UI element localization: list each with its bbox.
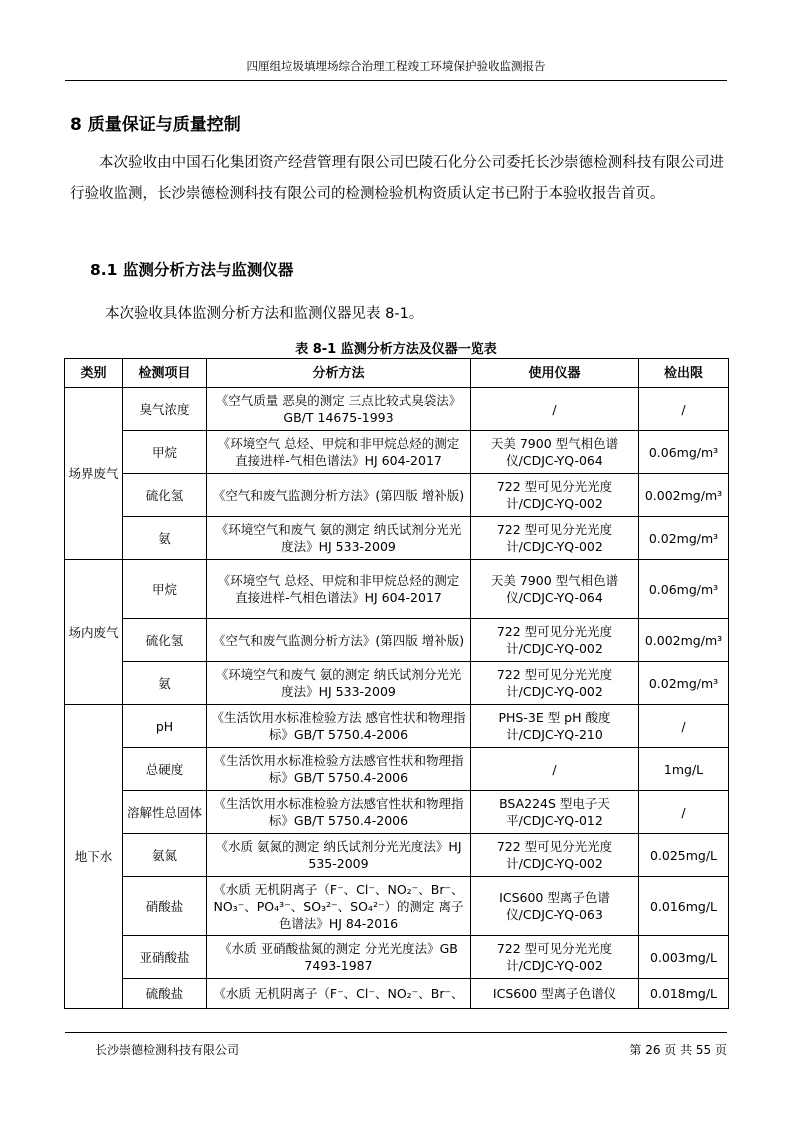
limit-cell: 0.002mg/m³ (639, 474, 729, 517)
instrument-cell: 722 型可见分光光度计/CDJC-YQ-002 (471, 474, 639, 517)
header-instrument: 使用仪器 (471, 359, 639, 388)
table-caption: 表 8-1 监测分析方法及仪器一览表 (295, 342, 497, 357)
header-method: 分析方法 (207, 359, 471, 388)
method-cell: 《水质 无机阴离子（F⁻、Cl⁻、NO₂⁻、Br⁻、NO₃⁻、PO₄³⁻、SO₃²⁻、SO₄²⁻）的测定 离子色谱法》HJ 84-2016 (207, 877, 471, 936)
method-cell: 《空气质量 恶臭的测定 三点比较式臭袋法》GB/T 14675-1993 (207, 388, 471, 431)
footer-page-number: 第 26 页 共 55 页 (629, 1043, 727, 1057)
table-row (65, 936, 729, 979)
limit-cell: / (639, 388, 729, 431)
method-cell: 《环境空气 总烃、甲烷和非甲烷总烃的测定 直接进样-气相色谱法》HJ 604-2017 (207, 431, 471, 474)
item-cell: 氨 (123, 517, 207, 560)
instrument-cell: 天美 7900 型气相色谱仪/CDJC-YQ-064 (471, 431, 639, 474)
method-cell: 《环境空气 总烃、甲烷和非甲烷总烃的测定 直接进样-气相色谱法》HJ 604-2017 (207, 560, 471, 619)
method-cell: 《环境空气和废气 氨的测定 纳氏试剂分光光度法》HJ 533-2009 (207, 662, 471, 705)
page-header-title: 四厘组垃圾填埋场综合治理工程竣工环境保护验收监测报告 (246, 59, 546, 73)
item-cell: 总硬度 (123, 748, 207, 791)
method-cell: 《环境空气和废气 氨的测定 纳氏试剂分光光度法》HJ 533-2009 (207, 517, 471, 560)
table-row (65, 388, 729, 431)
item-cell: 溶解性总固体 (123, 791, 207, 834)
method-cell: 《空气和废气监测分析方法》(第四版 增补版) (207, 619, 471, 662)
limit-cell: 0.016mg/L (639, 877, 729, 936)
instrument-cell: ICS600 型离子色谱仪 (471, 979, 639, 1009)
item-cell: 硫酸盐 (123, 979, 207, 1009)
item-cell: 氨 (123, 662, 207, 705)
item-cell: 臭气浓度 (123, 388, 207, 431)
table-header-row (65, 359, 729, 388)
item-cell: 亚硝酸盐 (123, 936, 207, 979)
category-cell: 地下水 (65, 705, 123, 1009)
limit-cell: / (639, 705, 729, 748)
methods-table (64, 358, 729, 1009)
category-cell: 场内废气 (65, 560, 123, 705)
method-cell: 《生活饮用水标准检验方法感官性状和物理指标》GB/T 5750.4-2006 (207, 748, 471, 791)
instrument-cell: 722 型可见分光光度计/CDJC-YQ-002 (471, 517, 639, 560)
method-cell: 《生活饮用水标准检验方法 感官性状和物理指标》GB/T 5750.4-2006 (207, 705, 471, 748)
table-row (65, 431, 729, 474)
header-item: 检测项目 (123, 359, 207, 388)
limit-cell: 0.018mg/L (639, 979, 729, 1009)
limit-cell: 0.02mg/m³ (639, 517, 729, 560)
section-paragraph: 本次验收由中国石化集团资产经营管理有限公司巴陵石化分公司委托长沙崇德检测科技有限公司进行验收监测，长沙崇德检测科技有限公司的检测检验机构资质认定书已附于本验收报告首页。 (70, 155, 724, 202)
method-cell: 《水质 无机阴离子（F⁻、Cl⁻、NO₂⁻、Br⁻、 (207, 979, 471, 1009)
table-row (65, 748, 729, 791)
item-cell: 硫化氢 (123, 474, 207, 517)
header-rule (65, 80, 727, 81)
limit-cell: 0.003mg/L (639, 936, 729, 979)
subsection-paragraph: 本次验收具体监测分析方法和监测仪器见表 8-1。 (105, 306, 424, 322)
limit-cell: 1mg/L (639, 748, 729, 791)
header-category: 类别 (65, 359, 123, 388)
item-cell: 硝酸盐 (123, 877, 207, 936)
instrument-cell: 722 型可见分光光度计/CDJC-YQ-002 (471, 936, 639, 979)
footer-rule (65, 1032, 727, 1033)
instrument-cell: 天美 7900 型气相色谱仪/CDJC-YQ-064 (471, 560, 639, 619)
table-row (65, 560, 729, 619)
table-row (65, 517, 729, 560)
limit-cell: 0.025mg/L (639, 834, 729, 877)
limit-cell: 0.06mg/m³ (639, 560, 729, 619)
instrument-cell: ICS600 型离子色谱仪/CDJC-YQ-063 (471, 877, 639, 936)
header-limit: 检出限 (639, 359, 729, 388)
table-row (65, 662, 729, 705)
method-cell: 《生活饮用水标准检验方法感官性状和物理指标》GB/T 5750.4-2006 (207, 791, 471, 834)
instrument-cell: / (471, 748, 639, 791)
limit-cell: 0.06mg/m³ (639, 431, 729, 474)
limit-cell: 0.02mg/m³ (639, 662, 729, 705)
limit-cell: 0.002mg/m³ (639, 619, 729, 662)
method-cell: 《空气和废气监测分析方法》(第四版 增补版) (207, 474, 471, 517)
table-row (65, 979, 729, 1009)
method-cell: 《水质 亚硝酸盐氮的测定 分光光度法》GB 7493-1987 (207, 936, 471, 979)
item-cell: 甲烷 (123, 560, 207, 619)
item-cell: 甲烷 (123, 431, 207, 474)
table-row (65, 791, 729, 834)
instrument-cell: BSA224S 型电子天平/CDJC-YQ-012 (471, 791, 639, 834)
instrument-cell: 722 型可见分光光度计/CDJC-YQ-002 (471, 662, 639, 705)
table-row (65, 474, 729, 517)
table-row (65, 834, 729, 877)
limit-cell: / (639, 791, 729, 834)
item-cell: 硫化氢 (123, 619, 207, 662)
item-cell: 氨氮 (123, 834, 207, 877)
instrument-cell: 722 型可见分光光度计/CDJC-YQ-002 (471, 834, 639, 877)
item-cell: pH (123, 705, 207, 748)
instrument-cell: PHS-3E 型 pH 酸度计/CDJC-YQ-210 (471, 705, 639, 748)
footer-company: 长沙崇德检测科技有限公司 (95, 1043, 240, 1057)
section-heading: 8 质量保证与质量控制 (70, 115, 241, 135)
instrument-cell: 722 型可见分光光度计/CDJC-YQ-002 (471, 619, 639, 662)
instrument-cell: / (471, 388, 639, 431)
table-row (65, 619, 729, 662)
subsection-heading: 8.1 监测分析方法与监测仪器 (90, 261, 294, 279)
table-row (65, 705, 729, 748)
method-cell: 《水质 氨氮的测定 纳氏试剂分光光度法》HJ 535-2009 (207, 834, 471, 877)
category-cell: 场界废气 (65, 388, 123, 560)
table-row (65, 877, 729, 936)
